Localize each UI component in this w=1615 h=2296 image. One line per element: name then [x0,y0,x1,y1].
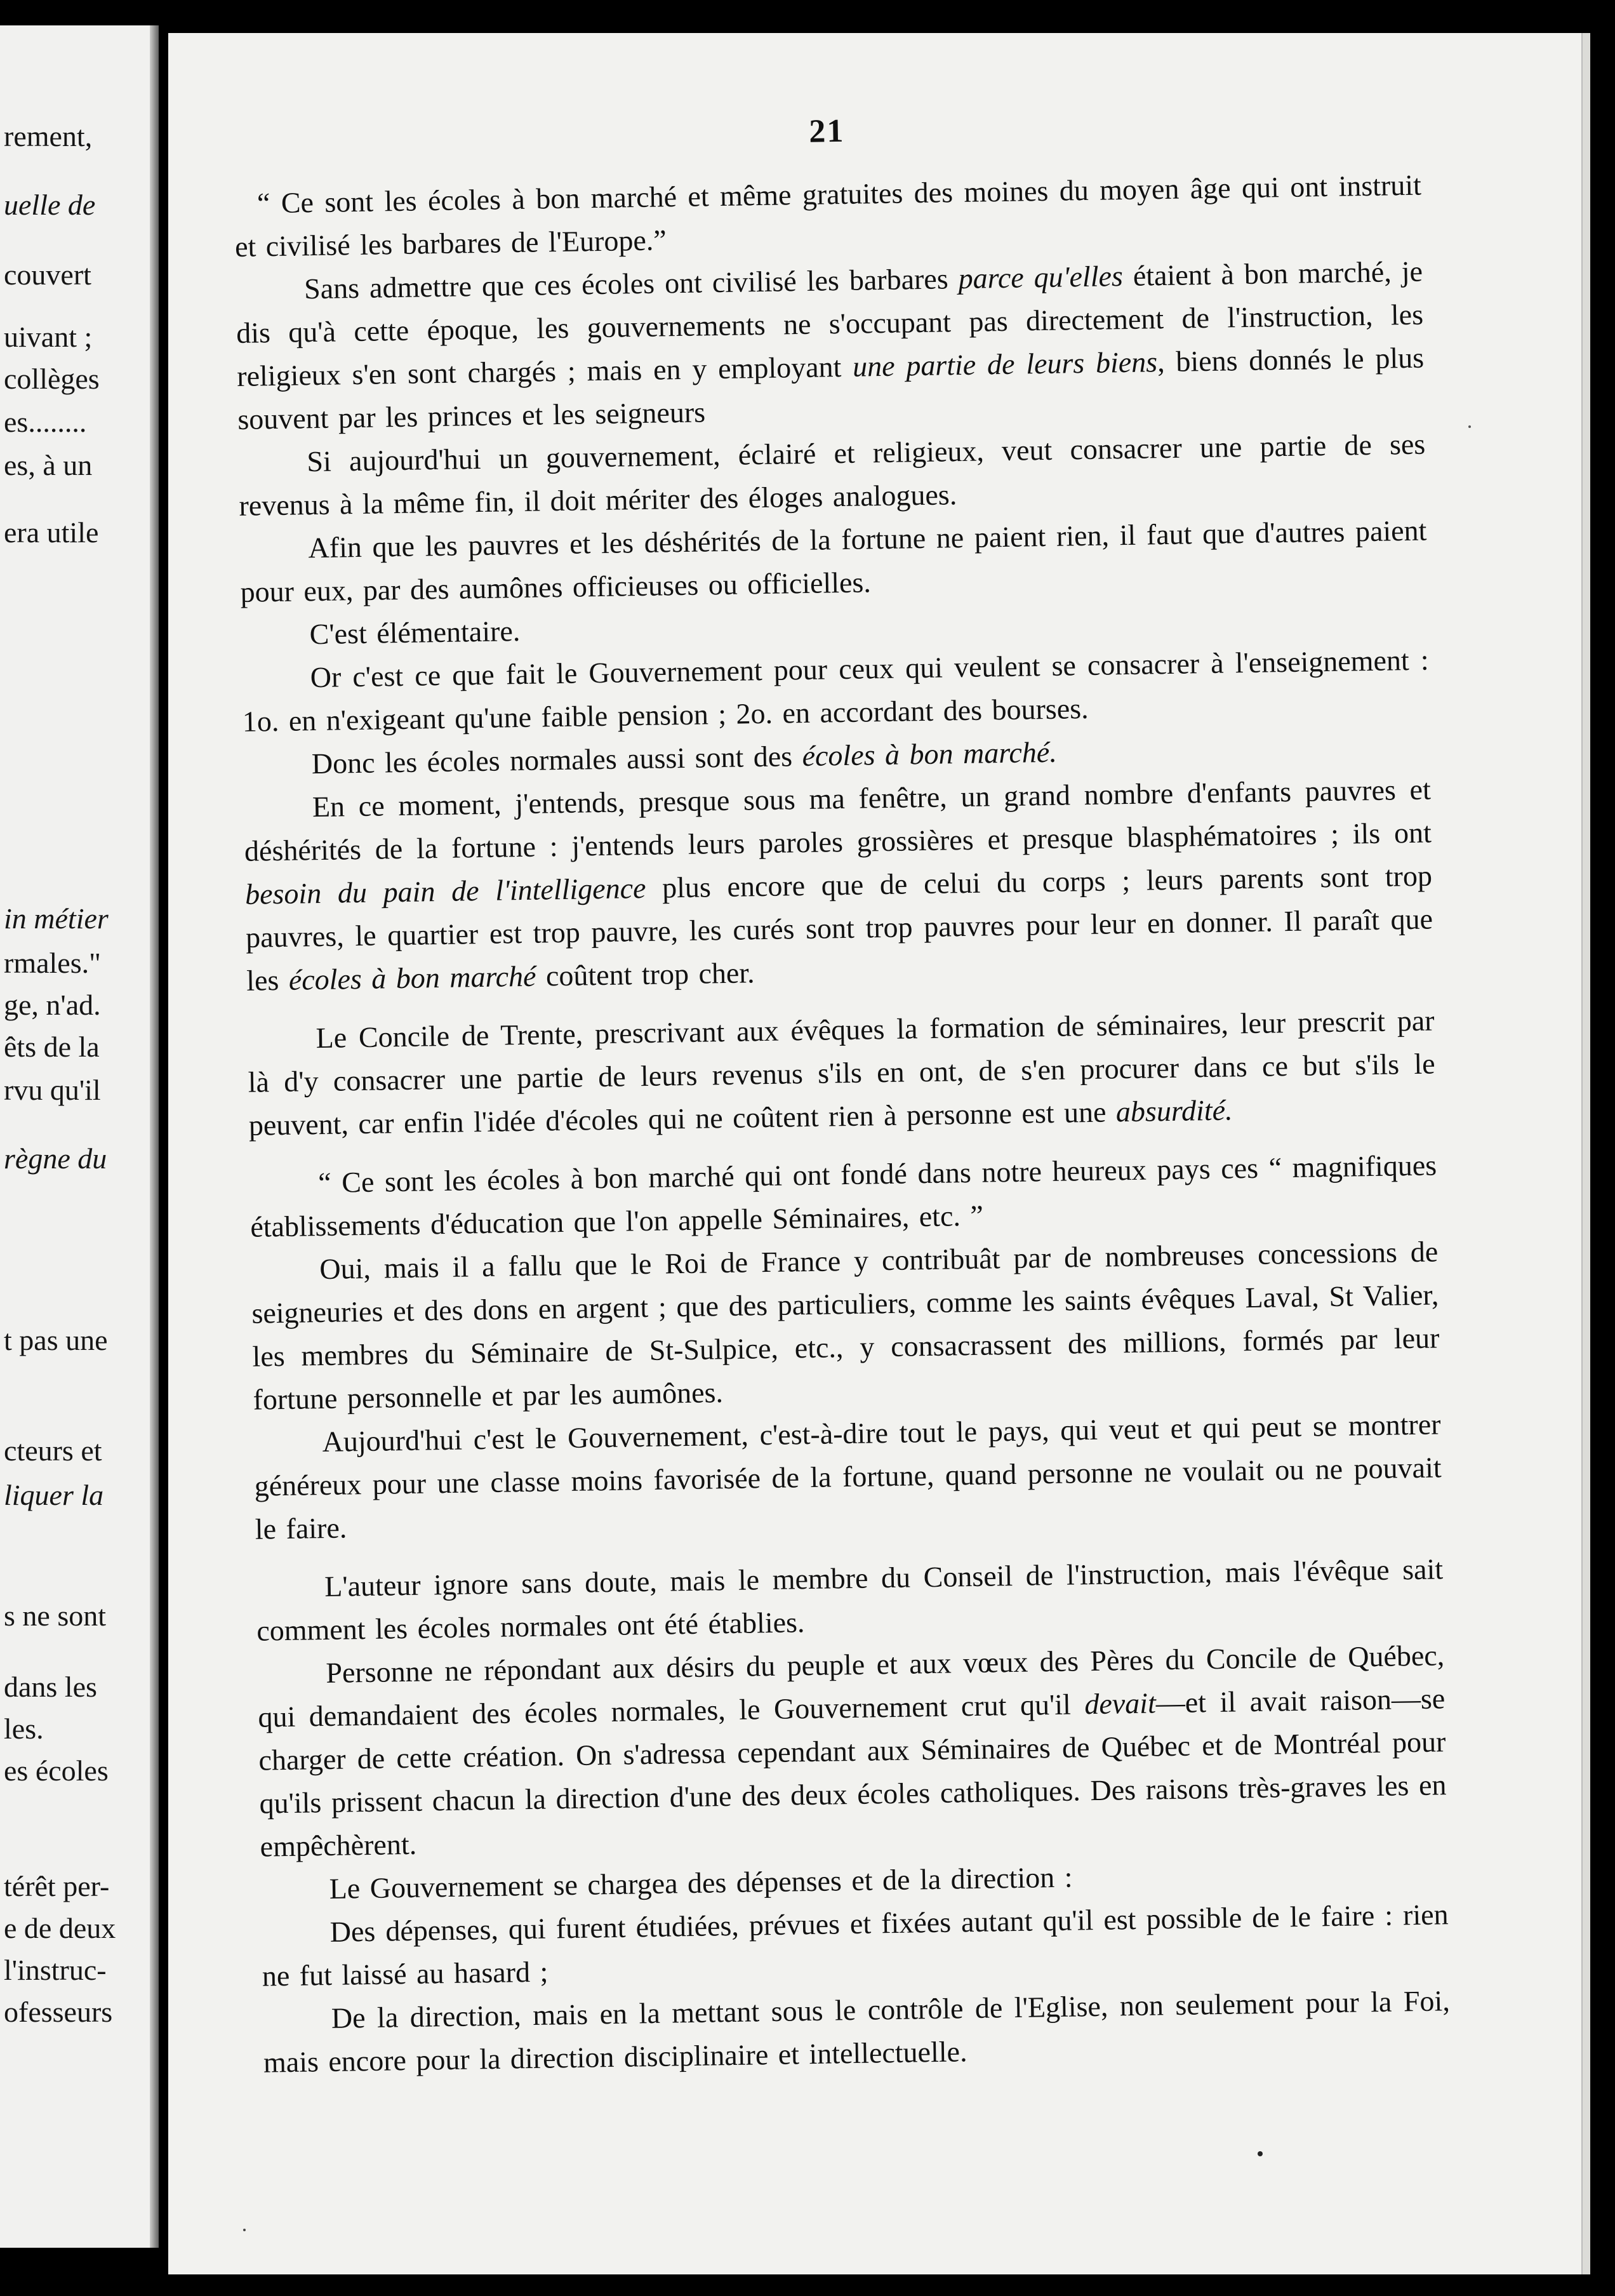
facing-page-line: collèges [4,363,100,395]
facing-page-line: l'instruc- [4,1954,107,1986]
facing-page-line: in métier [4,902,109,935]
text-run: —et il avait raison—se charger de cette création. On s'adressa cependant aux Séminaires de Québec et de Montréal pour qu'ils prissent chacun la direction d'une des deux écoles catholiques. Des raisons très-graves les en empêchèrent. [258,1682,1447,1863]
facing-page-line: ofesseurs [4,1996,113,2028]
paragraph [257,1634,1447,1868]
facing-page-line: rmales." [4,947,101,979]
facing-page-line: s ne sont [4,1599,106,1632]
facing-page-line: es........ [4,406,87,438]
facing-page-line: térêt per- [4,1870,110,1902]
text-run: L'auteur ignore sans doute, mais le membre du Conseil de l'instruction, mais l'évêque sait comment les écoles normales ont été établies. [256,1552,1444,1647]
facing-page-text-fragments [0,25,159,2248]
body-text [234,164,1451,2085]
facing-page-line: e de deux [4,1912,116,1944]
page-number: 21 [808,112,845,150]
facing-page-line: rement, [4,120,93,152]
scanned-page [168,33,1590,2274]
text-run: C'est élémentaire. [309,614,521,651]
page-edge [1581,33,1590,2274]
facing-page-line: règne du [4,1142,107,1175]
text-run: Sans admettre que ces écoles ont civilisé les barbares [303,262,959,305]
text-run: Le Concile de Trente, prescrivant aux évêques la formation de séminaires, leur prescrit par là d'y consacrer une partie de leurs revenus s'ils en ont, de s'en procurer dans ce but s'ils le peuvent, car enfin l'idée d'écoles qui ne coûtent rien à personne est une [248,1004,1435,1142]
facing-page-line: rvu qu'il [4,1074,101,1106]
italic-phrase: une partie de leurs biens [852,345,1158,383]
facing-page-line: cteurs et [4,1434,102,1467]
text-run: Or c'est ce que fait le Gouvernement pour ceux qui veulent se consacrer à l'enseignement : 1o. en n'exigeant qu'une faible pension ; 2o. en accordant des bourses. [242,643,1429,738]
page-text [233,103,1451,2085]
text-run: plus encore que de celui du corps ; leurs parents sont trop pauvres, le quartier est trop pauvre, les curés sont trop pauvres pour leur en donner. Il paraît que les [245,859,1433,997]
facing-page-line: les. [4,1712,44,1745]
facing-page-line: era utile [4,516,99,549]
facing-page-line: dans les [4,1671,97,1703]
paragraph [236,250,1425,441]
italic-phrase: écoles à bon marché [288,959,536,996]
text-run: Donc les écoles normales aussi sont des [311,740,802,780]
text-run: Le Gouvernement se chargea des dépenses et de la direction : [329,1860,1073,1905]
text-run: Afin que les pauvres et les déshérités de la fortune ne paient rien, il faut que d'autres paient pour eux, par des aumônes officieuses ou officielles. [240,514,1427,608]
italic-phrase: devait [1084,1686,1157,1721]
paragraph [262,1979,1451,2084]
paragraph [251,1230,1440,1421]
text-run: Oui, mais il a fallu que le Roi de France y contribuât par de nombreuses concessions de seigneuries et des dons en argent ; que des particuliers, comme les saints évêques Laval, St Valier, les membres du Séminaire de St-Sulpice, etc., y consacrassent des millions, formés par leur fortune personnelle et par les aumônes. [251,1235,1440,1416]
text-run: En ce moment, j'entends, presque sous ma fenêtre, un grand nombre d'enfants pauvres et déshérités de la fortune : j'entends leurs paroles grossières et presque blasphématoires ; ils ont [244,773,1432,867]
text-run: Personne ne répondant aux désirs du peuple et aux vœux des Pères du Concile de Québec, qui demandaient des écoles normales, le Gouvernement crut qu'il [258,1639,1445,1733]
text-run: , biens donnés le plus souvent par les princes et les seigneurs [237,341,1425,436]
italic-phrase: parce qu'elles [958,260,1124,295]
facing-page-line: êts de la [4,1031,100,1063]
paragraph [253,1403,1442,1551]
italic-phrase: absurdité. [1115,1093,1233,1128]
text-run: Des dépenses, qui furent étudiées, prévues et fixées autant qu'il est possible de le faire : rien ne fut laissé au hasard ; [262,1898,1449,1992]
facing-page-line: es, à un [4,449,93,481]
text-run: étaient à bon marché, je dis qu'à cette époque, les gouvernements ne s'occupant pas directement de l'instruction, les religieux s'en sont chargés ; mais en y employant [236,255,1424,392]
facing-page-line: liquer la [4,1479,104,1511]
italic-phrase: écoles à bon marché. [802,735,1058,773]
italic-phrase: besoin du pain de l'intelligence [244,871,646,911]
paragraph [243,768,1433,1002]
text-run: Si aujourd'hui un gouvernement, éclairé et religieux, veut consacrer une partie de ses revenus à la même fin, il doit mériter des éloges analogues. [239,427,1426,522]
paragraph [247,999,1436,1147]
facing-page-line: uivant ; [4,321,93,353]
text-run: coûtent trop cher. [536,956,755,992]
text-run: “ Ce sont les écoles à bon marché et même gratuites des moines du moyen âge qui ont instruit et civilisé les barbares de l'Europe.” [234,168,1422,263]
facing-page-line: couvert [4,258,91,291]
facing-page-line: t pas une [4,1324,108,1356]
facing-page-line: es écoles [4,1754,109,1787]
facing-page-fragment [0,25,159,2248]
book-gutter [150,25,164,2248]
text-run: “ Ce sont les écoles à bon marché qui ont fondé dans notre heureux pays ces “ magnifiques établissements d'éducation que l'on appelle Séminaires, etc. ” [249,1149,1437,1243]
text-run: Aujourd'hui c'est le Gouvernement, c'est-à-dire tout le pays, qui veut et qui peut se montrer généreux pour une classe moins favorisée de la fortune, quand personne ne voulait ou ne pouvait le faire. [254,1408,1442,1545]
facing-page-line: ge, n'ad. [4,989,101,1021]
facing-page-line: uelle de [4,189,96,221]
text-run: De la direction, mais en la mettant sous le contrôle de l'Eglise, non seulement pour la Foi, mais encore pour la direction disciplinaire et intellectuelle. [263,1984,1451,2079]
